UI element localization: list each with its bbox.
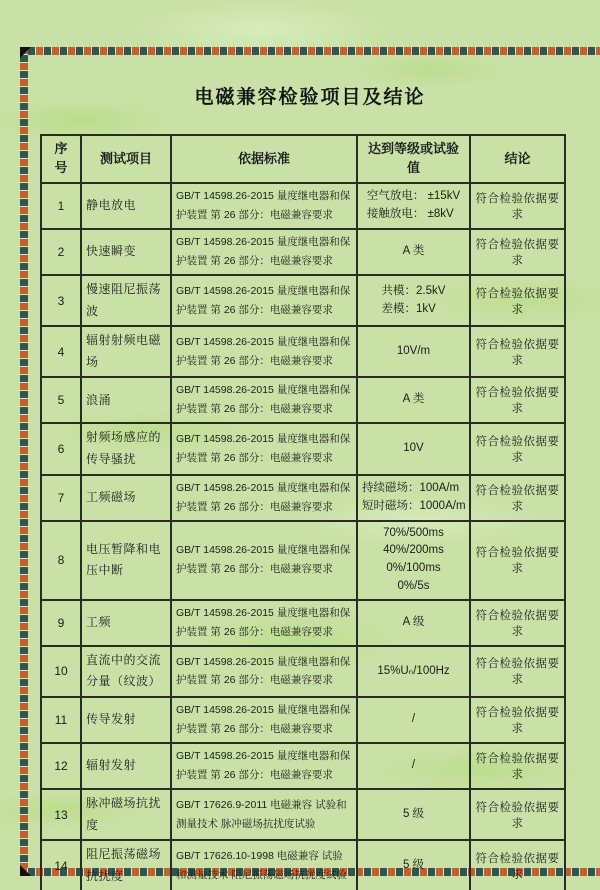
test-value-line: 共模：2.5kV	[381, 284, 446, 297]
table-row	[41, 840, 565, 890]
test-value-lines	[382, 283, 446, 319]
column-header-value: 达到等级或试验值	[357, 135, 470, 183]
cell-standard: GB/T 14598.26-2015 量度继电器和保护装置 第 26 部分：电磁兼容要求	[171, 183, 357, 229]
table-row	[41, 789, 565, 840]
cell-row-number: 11	[41, 697, 81, 743]
test-value-lines	[362, 711, 465, 729]
cell-row-number: 3	[41, 275, 81, 326]
table-row	[41, 475, 565, 521]
test-value-lines	[362, 663, 465, 681]
cell-conclusion: 符合检验依据要求	[470, 743, 565, 789]
cell-test-value	[357, 423, 470, 474]
test-value-line: 短时磁场：1000A/m	[362, 499, 466, 512]
table-row	[41, 326, 565, 377]
test-value-line: 接触放电： ±8kV	[366, 208, 454, 220]
cell-conclusion: 符合检验依据要求	[470, 789, 565, 840]
table-row	[41, 183, 565, 229]
cell-test-value	[357, 600, 470, 646]
test-value-lines	[362, 614, 465, 632]
cell-test-item: 辐射发射	[81, 743, 171, 789]
cell-row-number: 7	[41, 475, 81, 521]
test-value-line: 差模：1kV	[381, 302, 436, 315]
cell-test-value	[357, 789, 470, 840]
cell-standard: GB/T 14598.26-2015 量度继电器和保护装置 第 26 部分：电磁兼容要求	[171, 377, 357, 423]
cell-conclusion: 符合检验依据要求	[470, 377, 565, 423]
cell-conclusion: 符合检验依据要求	[470, 600, 565, 646]
cell-test-value	[357, 840, 470, 890]
cell-test-item: 浪涌	[81, 377, 171, 423]
cell-standard: GB/T 17626.9-2011 电磁兼容 试验和测量技术 脉冲磁场抗扰度试验	[171, 789, 357, 840]
cell-test-item: 脉冲磁场抗扰度	[81, 789, 171, 840]
table-header-row	[41, 135, 565, 183]
cell-test-item: 快速瞬变	[81, 229, 171, 275]
cell-standard: GB/T 14598.26-2015 量度继电器和保护装置 第 26 部分：电磁兼容要求	[171, 697, 357, 743]
cell-test-value	[357, 275, 470, 326]
cell-standard: GB/T 14598.26-2015 量度继电器和保护装置 第 26 部分：电磁兼容要求	[171, 275, 357, 326]
cell-test-item: 射频场感应的传导骚扰	[81, 423, 171, 474]
cell-conclusion: 符合检验依据要求	[470, 326, 565, 377]
cell-conclusion: 符合检验依据要求	[470, 840, 565, 890]
table-row	[41, 423, 565, 474]
cell-row-number: 2	[41, 229, 81, 275]
cell-test-value	[357, 697, 470, 743]
cell-row-number: 4	[41, 326, 81, 377]
cell-standard: GB/T 17626.10-1998 电磁兼容 试验和测量技术 阻尼振荡磁场抗扰度试验	[171, 840, 357, 890]
table-row	[41, 743, 565, 789]
test-value-line: 10V/m	[396, 344, 431, 357]
cell-test-value	[357, 326, 470, 377]
column-header-item: 测试项目	[81, 135, 171, 183]
test-value-line: /	[411, 713, 416, 726]
cell-test-value	[357, 229, 470, 275]
test-value-lines	[362, 391, 465, 409]
cell-test-value	[357, 475, 470, 521]
cell-standard: GB/T 14598.26-2015 量度继电器和保护装置 第 26 部分：电磁兼容要求	[171, 423, 357, 474]
test-value-line: 空气放电： ±15kV	[366, 190, 461, 203]
cell-test-value	[357, 377, 470, 423]
cell-standard: GB/T 14598.26-2015 量度继电器和保护装置 第 26 部分：电磁兼容要求	[171, 326, 357, 377]
cell-test-item: 电压暂降和电压中断	[81, 521, 171, 600]
page-title: 电磁兼容检验项目及结论	[194, 87, 426, 108]
cell-test-item: 静电放电	[81, 183, 171, 229]
cell-standard: GB/T 14598.26-2015 量度继电器和保护装置 第 26 部分：电磁兼容要求	[171, 475, 357, 521]
test-value-lines	[362, 857, 465, 875]
table-row	[41, 646, 565, 697]
table-row	[41, 697, 565, 743]
test-value-line: 70%/500ms	[383, 526, 444, 539]
cell-standard: GB/T 14598.26-2015 量度继电器和保护装置 第 26 部分：电磁兼容要求	[171, 600, 357, 646]
cell-row-number: 13	[41, 789, 81, 840]
test-value-line: 持续磁场：100A/m	[362, 481, 460, 494]
cell-row-number: 10	[41, 646, 81, 697]
test-value-line: 5 级	[402, 858, 425, 871]
cell-conclusion: 符合检验依据要求	[470, 646, 565, 697]
cell-conclusion: 符合检验依据要求	[470, 697, 565, 743]
test-value-lines	[362, 757, 465, 775]
cell-row-number: 12	[41, 743, 81, 789]
table-row	[41, 600, 565, 646]
test-value-line: /	[411, 759, 416, 772]
cell-standard: GB/T 14598.26-2015 量度继电器和保护装置 第 26 部分：电磁兼容要求	[171, 646, 357, 697]
test-value-lines	[362, 480, 466, 516]
table-row	[41, 229, 565, 275]
cell-conclusion: 符合检验依据要求	[470, 275, 565, 326]
test-value-lines	[362, 440, 465, 458]
cell-test-item: 阻尼振荡磁场抗扰度	[81, 840, 171, 890]
cell-conclusion: 符合检验依据要求	[470, 475, 565, 521]
test-value-lines	[362, 343, 465, 361]
cell-test-item: 直流中的交流分量（纹波）	[81, 646, 171, 697]
cell-row-number: 8	[41, 521, 81, 600]
cell-conclusion: 符合检验依据要求	[470, 183, 565, 229]
cell-row-number: 9	[41, 600, 81, 646]
test-value-lines	[362, 806, 465, 824]
table-row	[41, 521, 565, 600]
cell-row-number: 14	[41, 840, 81, 890]
test-value-line: A 级	[402, 615, 425, 628]
decorative-border-left	[20, 47, 28, 876]
emc-test-table	[40, 134, 566, 890]
cell-test-value	[357, 743, 470, 789]
test-value-line: 5 级	[402, 807, 425, 820]
decorative-border-top	[20, 47, 600, 55]
cell-conclusion: 符合检验依据要求	[470, 423, 565, 474]
column-header-standard: 依据标准	[171, 135, 357, 183]
test-value-line: A 类	[402, 393, 425, 406]
cell-row-number: 5	[41, 377, 81, 423]
cell-test-value	[357, 646, 470, 697]
column-header-conclusion: 结论	[470, 135, 565, 183]
cell-test-value	[357, 521, 470, 600]
test-value-line: 40%/200ms	[383, 544, 444, 557]
table-row	[41, 275, 565, 326]
cell-conclusion: 符合检验依据要求	[470, 229, 565, 275]
test-value-line: A 类	[402, 245, 425, 258]
table-row	[41, 377, 565, 423]
cell-test-item: 慢速阻尼振荡波	[81, 275, 171, 326]
cell-conclusion: 符合检验依据要求	[470, 521, 565, 600]
test-value-line: 10V	[403, 442, 424, 455]
cell-test-item: 工频	[81, 600, 171, 646]
test-value-line: 0%/5s	[397, 580, 430, 592]
cell-test-item: 辐射射频电磁场	[81, 326, 171, 377]
test-value-line: 0%/100ms	[386, 562, 441, 575]
cell-standard: GB/T 14598.26-2015 量度继电器和保护装置 第 26 部分：电磁兼容要求	[171, 229, 357, 275]
cell-test-value	[357, 183, 470, 229]
cell-test-item: 传导发射	[81, 697, 171, 743]
cell-row-number: 1	[41, 183, 81, 229]
column-header-no: 序号	[41, 135, 81, 183]
table-body	[41, 183, 565, 890]
test-value-line: 15%Uₙ/100Hz	[377, 664, 450, 677]
cell-standard: GB/T 14598.26-2015 量度继电器和保护装置 第 26 部分：电磁兼容要求	[171, 743, 357, 789]
cell-standard: GB/T 14598.26-2015 量度继电器和保护装置 第 26 部分：电磁兼容要求	[171, 521, 357, 600]
cell-test-item: 工频磁场	[81, 475, 171, 521]
test-value-lines	[367, 188, 460, 224]
cell-row-number: 6	[41, 423, 81, 474]
test-value-lines	[362, 243, 465, 261]
test-value-lines	[362, 525, 465, 596]
